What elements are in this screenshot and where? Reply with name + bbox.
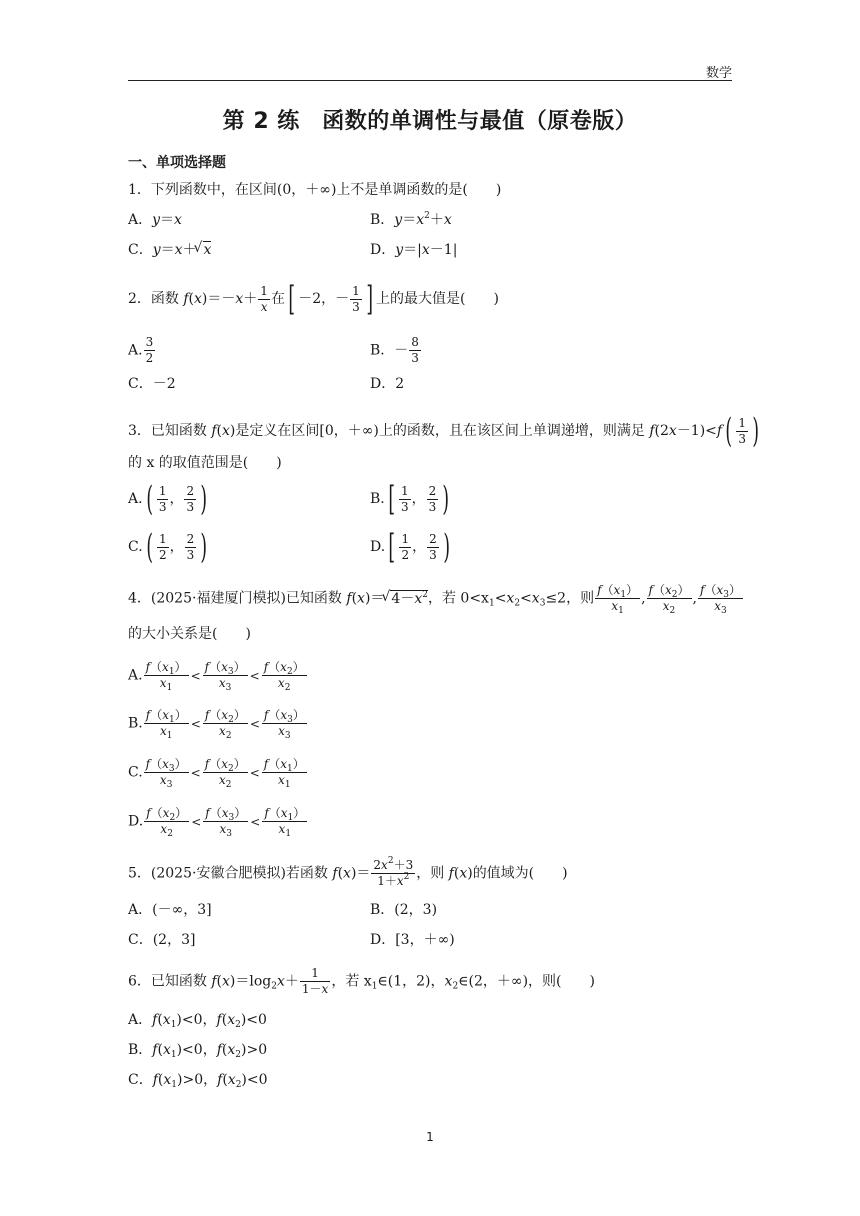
q5-option-d: D．[3，＋∞): [370, 932, 455, 948]
q6-label: 6．已知函数: [128, 973, 212, 990]
option-label: A．: [128, 1012, 153, 1028]
option-label: D.: [370, 539, 386, 555]
q2-option-a: A. $\frac{3}{2}$: [128, 335, 154, 365]
q3-mid: 是定义在区间[0，＋∞)上的函数，且在该区间上单调递增，则满足: [235, 423, 650, 439]
q4-label: 4．(2025·福建厦门模拟)已知函数: [128, 590, 347, 607]
q6-cond: ，若 x: [331, 973, 372, 990]
question-3-line2: 的 x 的取值范围是( ): [128, 455, 282, 471]
option-label: A.: [128, 491, 143, 507]
q1-option-a: A．y＝x: [128, 212, 182, 228]
question-3-stem: 3．已知函数 f(x)是定义在区间[0，＋∞)上的函数，且在该区间上单调递增，则满足 f(2x－1)<f( $\frac{1}{3}$ ): [128, 411, 759, 451]
q1-option-d: D．y＝|x－1|: [370, 242, 458, 258]
q3-option-b: B.[ $\frac{1}{3}$ ， $\frac{2}{3}$ ): [370, 479, 450, 519]
q5-option-a: A．(－∞，3]: [128, 902, 212, 918]
question-6-stem: 6．已知函数 $f(x)=\log_2x+$ $\frac{1}{1-x}$ ，若 $x_1\in(1$，2)，$x_2\in(2$，＋∞)，则( ): [128, 966, 595, 996]
question-2-stem: 2．函数 f(x)＝－x＋ $\frac{1}{x}$ 在[ －2，－ $\frac{1}{3}$ ] 上的最大值是( ): [128, 279, 499, 319]
q2-option-c: C．－2: [128, 376, 176, 392]
q1-option-b: B．$y=x^2+x$: [370, 211, 452, 228]
q2-option-d: D．2: [370, 376, 405, 392]
option-label: B．: [370, 212, 395, 228]
option-label: C.: [128, 539, 143, 555]
q5-tail: 的值域为( ): [472, 865, 568, 882]
q3-option-a: A.( $\frac{1}{3}$ ， $\frac{2}{3}$ ): [128, 479, 208, 519]
q4-option-d: D. $\frac{f(x_2)}{x_2}$ < $\frac{f(x_3)}{x_3}$ < $\frac{f(x_1)}{x_1}$: [128, 806, 306, 839]
q1-option-c: C．y＝x＋√ x: [128, 240, 211, 260]
q2-option-b: B．－ $\frac{8}{3}$: [370, 335, 419, 365]
q5-option-b: B．(2，3): [370, 902, 438, 918]
header-subject: 数学: [706, 66, 733, 81]
question-5-stem: 5．(2025·安徽合肥模拟)若函数 f(x)＝ $\frac{2x^2+3}{1+x^2}$ ，则 f(x)的值域为( ): [128, 856, 568, 888]
q2-label: 2．函数: [128, 291, 184, 307]
option-label: B.: [128, 715, 143, 732]
question-4-line2: 的大小关系是( ): [128, 626, 251, 642]
option-label: A.: [128, 667, 143, 684]
question-1-stem: 1．下列函数中，在区间(0，＋∞)上不是单调函数的是( ): [128, 182, 502, 198]
q2-tail: 上的最大值是( ): [376, 291, 499, 307]
q6-option-a: A．$f(x_1)<0$，$f(x_2)<0$: [128, 1012, 267, 1030]
option-label: C．: [128, 242, 153, 258]
option-label: B.: [370, 491, 385, 507]
q4-option-a: A. $\frac{f(x_1)}{x_1}$ < $\frac{f(x_3)}{x_3}$ < $\frac{f(x_2)}{x_2}$: [128, 660, 305, 693]
q4-option-b: B. $\frac{f(x_1)}{x_1}$ < $\frac{f(x_2)}{x_2}$ < $\frac{f(x_3)}{x_3}$: [128, 708, 305, 741]
q6-tail: ，则( ): [528, 973, 595, 990]
page-title: 第 2 练 函数的单调性与最值（原卷版）: [222, 109, 638, 134]
option-label: A．: [128, 212, 153, 228]
option-label: B．: [128, 1042, 153, 1058]
option-label: C.: [128, 764, 143, 781]
option-label: A.: [128, 342, 143, 359]
q6-option-c: C．$f(x_1)>0$，$f(x_2)<0$: [128, 1072, 268, 1090]
q3-option-c: C.( $\frac{1}{2}$ ， $\frac{2}{3}$ ): [128, 527, 208, 567]
q4-cond: ，若 0<x: [427, 590, 489, 607]
section-heading: 一、单项选择题: [128, 155, 226, 171]
q3-option-d: D.[ $\frac{1}{2}$ ， $\frac{2}{3}$ ): [370, 527, 450, 567]
q5-label: 5．(2025·安徽合肥模拟)若函数: [128, 865, 333, 882]
q4-option-c: C. $\frac{f(x_3)}{x_3}$ < $\frac{f(x_2)}{x_2}$ < $\frac{f(x_1)}{x_1}$: [128, 757, 305, 790]
page-number: 1: [426, 1130, 434, 1144]
q3-label: 3．已知函数: [128, 423, 212, 439]
question-4-stem: 4．(2025·福建厦门模拟)已知函数 f(x)＝√ $4-x^2$，若 $0<x_1<x_2<x_3\le 2$，则 $\frac{f(x_1)}{x_1}$ , $\frac{f(x_2)}{x_2}$ , $\frac{f(x_3)}{x_3}$: [128, 583, 744, 614]
q5-option-c: C．(2，3]: [128, 932, 196, 948]
q6-option-b: B．$f(x_1)<0$，$f(x_2)>0$: [128, 1042, 268, 1060]
header-divider: [128, 80, 732, 81]
option-label: D.: [128, 813, 144, 830]
option-label: C．: [128, 1072, 153, 1088]
option-label: B．－: [370, 342, 409, 359]
option-label: D．: [370, 242, 396, 258]
